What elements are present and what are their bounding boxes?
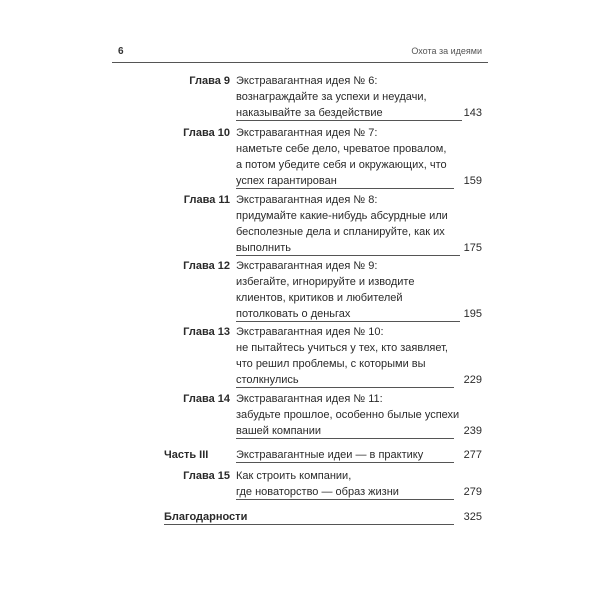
toc-page-acknowledgements: 325 xyxy=(463,511,482,523)
toc-label-ch12: Глава 12 xyxy=(183,260,230,272)
toc-line: Экстравагантная идея № 7: xyxy=(236,127,378,139)
toc-label-ch11: Глава 11 xyxy=(183,194,230,206)
toc-line: а потом убедите себя и окружающих, что xyxy=(236,159,447,171)
toc-line: что решил проблемы, с которыми вы xyxy=(236,358,426,370)
page-number: 6 xyxy=(118,46,124,57)
toc-line: клиентов, критиков и любителей xyxy=(236,292,403,304)
toc-line: придумайте какие-нибудь абсурдные или xyxy=(236,210,448,222)
toc-line: Экстравагантная идея № 11: xyxy=(236,393,383,405)
toc-line: Экстравагантные идеи — в практику xyxy=(236,449,454,463)
toc-line: Экстравагантная идея № 6: xyxy=(236,75,378,87)
toc-page-ch15: 279 xyxy=(463,486,482,498)
toc-line: бесполезные дела и спланируйте, как их xyxy=(236,226,445,238)
toc-line: где новаторство — образ жизни xyxy=(236,486,454,500)
toc-line: вашей компании xyxy=(236,425,454,439)
toc-label-ch13: Глава 13 xyxy=(183,326,230,338)
toc-page-ch10: 159 xyxy=(463,175,482,187)
toc-line: выполнить xyxy=(236,242,460,256)
toc-page-ch12: 195 xyxy=(463,308,482,320)
toc-label-ch15: Глава 15 xyxy=(183,470,230,482)
toc-label-part3: Часть III xyxy=(164,449,209,461)
toc-page-ch11: 175 xyxy=(463,242,482,254)
toc-page-ch9: 143 xyxy=(463,107,482,119)
toc-page-ch14: 239 xyxy=(463,425,482,437)
toc-line: успех гарантирован xyxy=(236,175,454,189)
toc-line: наметьте себе дело, чреватое провалом, xyxy=(236,143,447,155)
toc-line: наказывайте за бездействие xyxy=(236,107,462,121)
running-title: Охота за идеями xyxy=(411,46,482,56)
toc-line: Как строить компании, xyxy=(236,470,352,482)
toc-line: Экстравагантная идея № 10: xyxy=(236,326,384,338)
toc-label-ch9: Глава 9 xyxy=(189,75,230,87)
toc-label-acknowledgements: Благодарности xyxy=(164,511,454,525)
toc-line: столкнулись xyxy=(236,374,454,388)
toc-label-ch14: Глава 14 xyxy=(183,393,230,405)
toc-line: вознаграждайте за успехи и неудачи, xyxy=(236,91,427,103)
toc-page-ch13: 229 xyxy=(463,374,482,386)
toc-line: избегайте, игнорируйте и изводите xyxy=(236,276,415,288)
toc-label-ch10: Глава 10 xyxy=(183,127,230,139)
toc-page-part3: 277 xyxy=(463,449,482,461)
toc-line: потолковать о деньгах xyxy=(236,308,460,322)
toc-line: забудьте прошлое, особенно былые успехи xyxy=(236,409,460,421)
toc-line: не пытайтесь учиться у тех, кто заявляет, xyxy=(236,342,448,354)
toc-line: Экстравагантная идея № 9: xyxy=(236,260,378,272)
toc-line: Экстравагантная идея № 8: xyxy=(236,194,378,206)
